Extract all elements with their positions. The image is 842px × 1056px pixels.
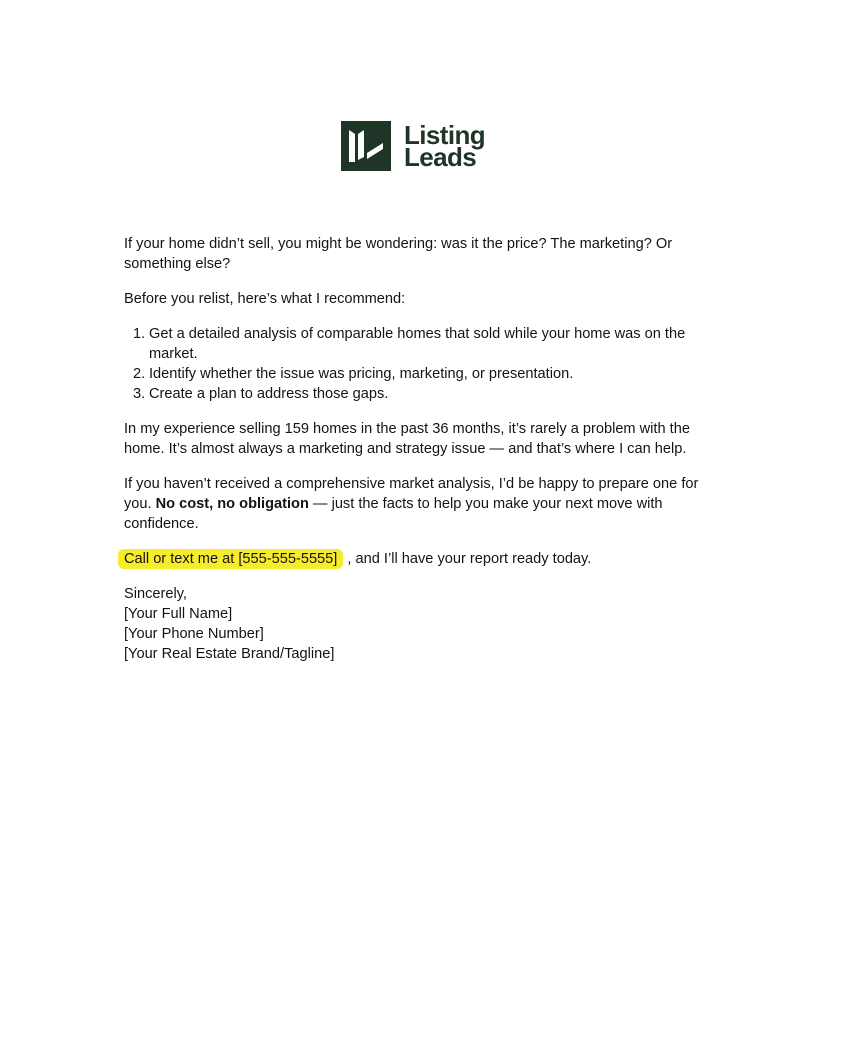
- recommendation-step: [124, 324, 724, 364]
- signature-closing: Sincerely,: [124, 586, 187, 602]
- no-cost-emphasis: No cost, no obligation: [155, 496, 309, 512]
- letter-body: [124, 234, 724, 664]
- listing-leads-logo: [341, 120, 485, 172]
- signature-phone: [Your Phone Number]: [124, 626, 264, 642]
- offer-text-part1: If you haven’t received a comprehensive market analysis, I’d be happy to prepare one for you.: [124, 476, 699, 512]
- step-text: Create a plan to address those gaps.: [149, 386, 389, 402]
- logo-wordmark-line2: Leads: [404, 142, 477, 172]
- step-text: Get a detailed analysis of comparable homes that sold while your home was on the market.: [149, 326, 686, 362]
- call-to-action-paragraph: [124, 549, 724, 569]
- step-number: 3.: [133, 386, 146, 402]
- listing-leads-logo-mark-icon: [341, 121, 391, 171]
- signature-block: [124, 584, 724, 664]
- recommendation-lead-paragraph: Before you relist, here’s what I recommend:: [124, 291, 406, 307]
- call-to-action-rest: , and I’ll have your report ready today.: [343, 551, 592, 567]
- signature-name: [Your Full Name]: [124, 606, 233, 622]
- step-text: Identify whether the issue was pricing, marketing, or presentation.: [149, 366, 574, 382]
- offer-text-part2: — just the facts to help you make your next move with confidence.: [124, 496, 663, 532]
- signature-tagline: [Your Real Estate Brand/Tagline]: [124, 646, 335, 662]
- logo-wordmark: [404, 120, 486, 172]
- logo-wordmark-line1: Listing: [404, 120, 486, 150]
- recommendation-step: [124, 384, 724, 404]
- offer-paragraph: [124, 474, 724, 534]
- step-number: 2.: [133, 366, 146, 382]
- letter-intro-paragraph: If your home didn’t sell, you might be wondering: was it the price? The marketing? Or something else?: [124, 236, 673, 272]
- recommendation-steps-list: [124, 324, 724, 404]
- experience-paragraph: In my experience selling 159 homes in the past 36 months, it’s rarely a problem with the home. It’s almost always a marketing and strategy issue — and that’s where I can help.: [124, 421, 690, 457]
- call-to-action-highlight: Call or text me at [555-555-5555]: [118, 549, 343, 569]
- recommendation-step: [124, 364, 724, 384]
- step-number: 1.: [133, 326, 146, 342]
